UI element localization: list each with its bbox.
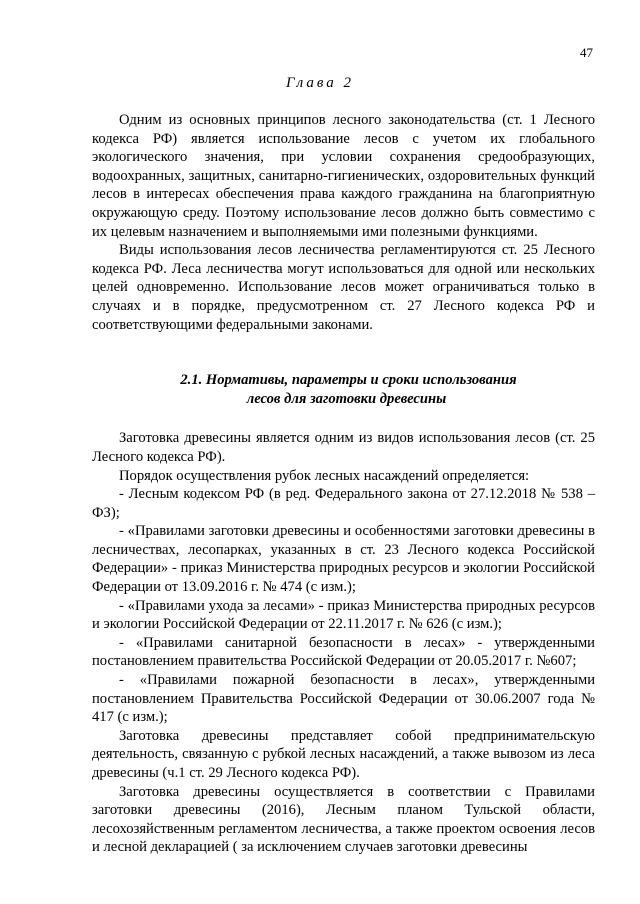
- spacer: [92, 334, 595, 371]
- list-item: - «Правилами пожарной безопасности в лесах», утвержденными постановлением Правительства Российской Федерации от 30.06.2007 года № 417 (с изм.);: [92, 672, 595, 726]
- document-body: [92, 111, 595, 857]
- list-item: - Лесным кодексом РФ (в ред. Федерального закона от 27.12.2018 № 538 – ФЗ);: [92, 486, 595, 521]
- section-paragraph: Заготовка древесины представляет собой предпринимательскую деятельность, связанную с рубкой лесных насаждений, а также вывозом из леса древесины (ч.1 ст. 29 Лесного кодекса РФ).: [92, 727, 595, 781]
- section-heading: [92, 371, 595, 408]
- list-item: - «Правилами заготовки древесины и особенностями заготовки древесины в лесничествах, лесопарках, указанных в ст. 23 Лесного кодекса Российской Федерации» - приказ Министерства природных ресурсов и экологии Российской Федерации от 13.09.2016 г. № 474 (с изм.);: [92, 523, 595, 596]
- chapter-title: Глава 2: [285, 75, 355, 91]
- section-paragraph: Заготовка древесины осуществляется в соответствии с Правилами заготовки древесины (2016), Лесным планом Тульской области, лесохозяйственным регламентом лесничества, а также проектом освоения лесов и лесной декларацией ( за исключением случаев заготовки древесины: [92, 783, 595, 856]
- spacer: [92, 408, 595, 429]
- page-number: 47: [580, 45, 593, 60]
- section-heading-line: лесов для заготовки древесины: [246, 390, 447, 407]
- intro-paragraph: Виды использования лесов лесничества регламентируются ст. 25 Лесного кодекса РФ. Леса лесничества могут использоваться для одной или нескольких целей одновременно. Использование лесов может ограничиваться только в случаях и в порядке, предусмотренном ст. 27 Лесного кодекса РФ и соответствующими федеральными законами.: [92, 242, 595, 333]
- list-item: - «Правилами санитарной безопасности в лесах» - утвержденными постановлением правительства Российской Федерации от 20.05.2017 г. №607;: [92, 634, 595, 670]
- intro-paragraph: Одним из основных принципов лесного законодательства (ст. 1 Лесного кодекса РФ) является использование лесов с учетом их глобального экологического значения, при условии сохранения средообразующих, водоохранных, защитных, санитарно-гигиенических, оздоровительных функций лесов в интересах обеспечения права каждого гражданина на благоприятную окружающую среду. Поэтому использование лесов должно быть совместимо с их целевым назначением и выполняемыми ими полезными функциями.: [92, 112, 595, 240]
- section-heading-line: 2.1. Нормативы, параметры и сроки использования: [180, 372, 517, 389]
- list-item: - «Правилами ухода за лесами» - приказ Министерства природных ресурсов и экологии Российской Федерации от 22.11.2017 г. № 626 (с изм.);: [92, 597, 595, 633]
- section-paragraph: Порядок осуществления рубок лесных насаждений определяется:: [119, 467, 530, 484]
- section-paragraph: Заготовка древесины является одним из видов использования лесов (ст. 25 Лесного кодекса РФ).: [92, 430, 595, 465]
